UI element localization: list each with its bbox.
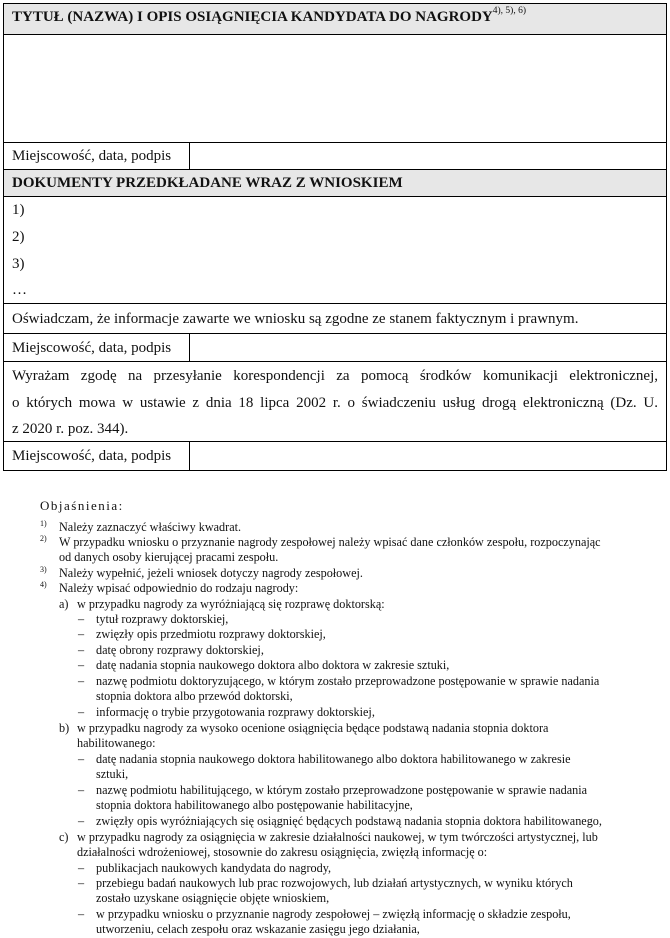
dash-bullet: – [78, 643, 85, 657]
consent-row [4, 362, 666, 442]
list-label: c) [59, 830, 69, 844]
dash-bullet: – [78, 876, 85, 890]
list-item: datę nadania stopnia naukowego doktora albo doktora w zakresie sztuki, [96, 658, 450, 672]
note-text: Należy wypełnić, jeżeli wniosek dotyczy nagrody zespołowej. [59, 566, 363, 580]
note-text: w przypadku nagrody za wysoko ocenione osiągnięcia będące podstawą nadania stopnia doktora [77, 721, 549, 735]
list-item: stopnia doktora habilitowanego albo postępowanie habilitacyjne, [96, 798, 413, 812]
note-text: Należy wpisać odpowiednio do rodzaju nagrody: [59, 581, 299, 595]
document-item: 2) [12, 228, 25, 245]
declaration-row [4, 304, 666, 334]
note-ref: 3) [40, 565, 47, 574]
documents-header-row [4, 170, 666, 197]
title-text: TYTUŁ (NAZWA) I OPIS OSIĄGNIĘCIA KANDYDATA DO NAGRODY [12, 9, 493, 25]
dash-bullet: – [78, 658, 85, 672]
document-item: 1) [12, 202, 25, 218]
document-item: … [12, 282, 27, 299]
title-footnote-refs: 4), 5), 6) [492, 6, 526, 16]
note-text: habilitowanego: [77, 736, 156, 750]
note-ref: 2) [40, 534, 47, 543]
dash-bullet: – [78, 674, 85, 688]
note-text: od danych osoby kierującej pracami zespołu. [59, 550, 279, 564]
description-field[interactable] [4, 35, 666, 143]
note-text: W przypadku wniosku o przyznanie nagrody zespołowej należy wpisać dane członków zespołu, rozpoczynając [59, 535, 601, 549]
note-text: w przypadku nagrody za wyróżniającą się rozprawę doktorską: [77, 597, 385, 611]
title-row [4, 4, 666, 35]
notes-title: Objaśnienia: [40, 498, 124, 513]
consent-line: z 2020 r. poz. 344). [12, 421, 129, 437]
list-item: informację o trybie przygotowania rozprawy doktorskiej, [96, 705, 375, 719]
list-label: a) [59, 597, 69, 611]
dash-bullet: – [78, 705, 85, 719]
signature-field[interactable] [190, 334, 666, 361]
title-heading [4, 4, 666, 26]
list-item: zwięzły opis przedmiotu rozprawy doktorskiej, [96, 627, 326, 641]
list-item: sztuki, [96, 767, 129, 781]
dash-bullet: – [78, 907, 85, 921]
list-item: zostało uzyskane osiągnięcie objęte wnioskiem, [96, 891, 330, 905]
list-item: w przypadku wniosku o przyznanie nagrody zespołowej – zwięzłą informację o składzie zespołu, [96, 907, 571, 921]
list-item: utworzeniu, celach zespołu oraz wskazanie zasięgu jego działania, [96, 922, 420, 936]
document-item: 3) [12, 255, 25, 272]
list-item: przebiegu badań naukowych lub prac rozwojowych, lub działań artystycznych, w wyniku których [96, 876, 573, 890]
dash-bullet: – [78, 814, 85, 828]
dash-bullet: – [78, 861, 85, 875]
list-item: zwięzły opis wyróżniających się osiągnięć będących podstawą nadania stopnia doktora habilitowanego, [96, 814, 602, 828]
dash-bullet: – [78, 752, 85, 766]
note-text: działalności wdrożeniowej, stosownie do zakresu osiągnięcia, zwięzłą informację o: [77, 845, 488, 859]
signature-row-2 [4, 334, 666, 362]
list-item: nazwę podmiotu habilitującego, w którym zostało przeprowadzone postępowanie w sprawie nadania [96, 783, 588, 797]
signature-label: Miejscowość, data, podpis [4, 442, 190, 470]
signature-label: Miejscowość, data, podpis [4, 143, 190, 169]
signature-field[interactable] [190, 442, 666, 470]
consent-line: o których mowa w ustawie z dnia 18 lipca 2002 r. o świadczeniu usług drogą elektroniczną (Dz. U. [12, 394, 658, 411]
note-text: w przypadku nagrody za osiągnięcia w zakresie działalności naukowej, w tym twórczości artystycznej, lub [77, 830, 598, 844]
signature-row-1 [4, 143, 666, 170]
signature-row-3 [4, 442, 666, 470]
documents-list[interactable] [4, 197, 666, 304]
consent-text [4, 362, 666, 443]
list-item: nazwę podmiotu doktoryzującego, w którym zostało przeprowadzone postępowanie w sprawie nadania [96, 674, 600, 688]
documents-heading: DOKUMENTY PRZEDKŁADANE WRAZ Z WNIOSKIEM [12, 175, 403, 191]
dash-bullet: – [78, 627, 85, 641]
list-item: datę obrony rozprawy doktorskiej, [96, 643, 264, 657]
list-item: publikacjach naukowych kandydata do nagrody, [96, 861, 332, 875]
signature-label: Miejscowość, data, podpis [4, 334, 190, 361]
signature-field[interactable] [190, 143, 666, 169]
note-ref: 4) [40, 580, 47, 589]
note-ref: 1) [40, 519, 47, 528]
list-item: tytuł rozprawy doktorskiej, [96, 612, 229, 626]
consent-line: Wyrażam zgodę na przesyłanie korespondencji za pomocą środków komunikacji elektronicznej, [12, 368, 658, 384]
form-table [3, 3, 667, 471]
list-item: datę nadania stopnia naukowego doktora habilitowanego albo doktora habilitowanego w zakresie [96, 752, 571, 766]
list-item: stopnia doktora albo przewód doktorski, [96, 689, 293, 703]
declaration-text: Oświadczam, że informacje zawarte we wniosku są zgodne ze stanem faktycznym i prawnym. [12, 311, 579, 327]
note-text: Należy zaznaczyć właściwy kwadrat. [59, 520, 242, 534]
dash-bullet: – [78, 612, 85, 626]
list-label: b) [59, 721, 70, 735]
dash-bullet: – [78, 783, 85, 797]
